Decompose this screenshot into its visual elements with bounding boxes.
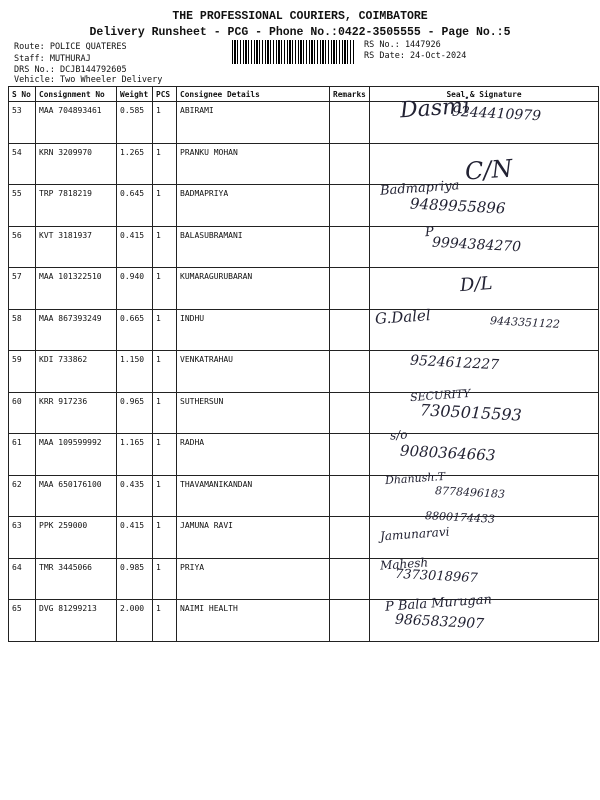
cell-consignment-no: KVT 3181937 <box>36 226 117 268</box>
handwritten-phone: 9489955896 <box>409 194 506 218</box>
table-row <box>9 351 599 393</box>
col-consignee: Consignee Details <box>177 87 330 102</box>
cell-pcs: 1 <box>153 475 177 517</box>
cell-consignee: NAIMI HEALTH <box>177 600 330 642</box>
handwritten-phone: 9865832907 <box>394 611 485 633</box>
runsheet-subtitle: Delivery Runsheet - PCG - Phone No.:0422-3505555 - Page No.:5 <box>89 26 511 39</box>
table-row <box>9 309 599 351</box>
cell-consignment-no: TMR 3445066 <box>36 558 117 600</box>
cell-pcs: 1 <box>153 268 177 310</box>
cell-sno: 62 <box>9 475 36 517</box>
cell-weight: 0.415 <box>117 517 153 559</box>
cell-pcs: 1 <box>153 143 177 185</box>
cell-pcs: 1 <box>153 102 177 144</box>
cell-consignee: ABIRAMI <box>177 102 330 144</box>
cell-remarks <box>330 517 370 559</box>
cell-sno: 60 <box>9 392 36 434</box>
cell-sno: 55 <box>9 185 36 227</box>
cell-consignee: SUTHERSUN <box>177 392 330 434</box>
handwritten-phone: 7305015593 <box>419 399 523 425</box>
cell-consignee: INDHU <box>177 309 330 351</box>
cell-signature <box>370 469 599 517</box>
handwritten-phone: 9994384270 <box>431 234 522 255</box>
cell-weight: 1.165 <box>117 434 153 476</box>
cell-weight: 0.665 <box>117 309 153 351</box>
cell-remarks <box>330 309 370 351</box>
cell-sno: 61 <box>9 434 36 476</box>
handwritten-signature: D/L <box>459 272 494 297</box>
cell-consignee: PRANKU MOHAN <box>177 143 330 185</box>
handwritten-signature: P Bala Murugan <box>384 592 493 615</box>
col-weight: Weight <box>117 87 153 102</box>
cell-remarks <box>330 600 370 642</box>
cell-consignment-no: TRP 7818219 <box>36 185 117 227</box>
cell-remarks <box>330 434 370 476</box>
cell-signature <box>370 305 599 351</box>
table-row <box>9 475 599 517</box>
cell-signature <box>370 351 599 393</box>
cell-consignment-no: MAA 101322510 <box>36 268 117 310</box>
cell-consignee: KUMARAGURUBARAN <box>177 268 330 310</box>
col-pcs: PCS <box>153 87 177 102</box>
handwritten-signature: SECURITY <box>409 386 471 404</box>
cell-remarks <box>330 475 370 517</box>
table-row <box>9 143 599 185</box>
cell-consignee: PRIYA <box>177 558 330 600</box>
cell-pcs: 1 <box>153 392 177 434</box>
cell-weight: 0.940 <box>117 268 153 310</box>
drs-number: DRS No.: DCJB144792605 <box>14 65 127 75</box>
cell-consignment-no: DVG 81299213 <box>36 600 117 642</box>
table-row <box>9 517 599 559</box>
table-row <box>9 392 599 434</box>
col-consignment: Consignment No <box>36 87 117 102</box>
cell-consignment-no: MAA 867393249 <box>36 309 117 351</box>
handwritten-phone: 8778496183 <box>434 483 506 501</box>
cell-consignee: VENKATRAHAU <box>177 351 330 393</box>
cell-remarks <box>330 143 370 185</box>
cell-consignee: THAVAMANIKANDAN <box>177 475 330 517</box>
cell-pcs: 1 <box>153 558 177 600</box>
cell-consignee: BADMAPRIYA <box>177 185 330 227</box>
col-signature: Seal & Signature <box>370 87 599 102</box>
delivery-table <box>8 86 599 642</box>
cell-weight: 0.985 <box>117 558 153 600</box>
handwritten-signature: Jamunaravi <box>379 524 450 544</box>
cell-pcs: 1 <box>153 226 177 268</box>
cell-remarks <box>330 102 370 144</box>
handwritten-signature: C/N <box>464 153 514 186</box>
cell-pcs: 1 <box>153 351 177 393</box>
cell-weight: 1.265 <box>117 143 153 185</box>
route-label: Route: POLICE QUATERES <box>14 42 127 52</box>
cell-weight: 1.150 <box>117 351 153 393</box>
staff-label: Staff: MUTHURAJ <box>14 54 91 64</box>
cell-consignment-no: MAA 704893461 <box>36 102 117 144</box>
rs-number: RS No.: 1447926 <box>364 40 441 50</box>
col-remarks: Remarks <box>330 87 370 102</box>
cell-consignment-no: KDI 733862 <box>36 351 117 393</box>
handwritten-phone: 7373018967 <box>394 566 479 586</box>
cell-sno: 59 <box>9 351 36 393</box>
cell-pcs: 1 <box>153 309 177 351</box>
cell-sno: 54 <box>9 143 36 185</box>
handwritten-signature: s/o <box>389 427 408 443</box>
cell-consignment-no: KRN 3209970 <box>36 143 117 185</box>
cell-remarks <box>330 268 370 310</box>
cell-consignee: RADHA <box>177 434 330 476</box>
cell-signature <box>370 268 599 310</box>
cell-signature <box>370 226 599 268</box>
cell-pcs: 1 <box>153 434 177 476</box>
table-row <box>9 226 599 268</box>
cell-signature <box>370 143 599 185</box>
handwritten-phone: 9244410979 <box>451 103 542 125</box>
cell-pcs: 1 <box>153 517 177 559</box>
vehicle-label: Vehicle: Two Wheeler Delivery <box>14 75 163 85</box>
barcode <box>232 40 354 64</box>
table-row <box>9 558 599 600</box>
cell-consignment-no: KRR 917236 <box>36 392 117 434</box>
cell-consignee: BALASUBRAMANI <box>177 226 330 268</box>
cell-consignment-no: MAA 650176100 <box>36 475 117 517</box>
cell-sno: 64 <box>9 558 36 600</box>
cell-remarks <box>330 226 370 268</box>
cell-sno: 53 <box>9 102 36 144</box>
cell-sno: 65 <box>9 600 36 642</box>
cell-remarks <box>330 351 370 393</box>
cell-remarks <box>330 392 370 434</box>
cell-pcs: 1 <box>153 185 177 227</box>
cell-weight: 0.965 <box>117 392 153 434</box>
cell-pcs: 1 <box>153 600 177 642</box>
table-row <box>9 434 599 476</box>
handwritten-signature: G.Dalel <box>374 305 432 328</box>
table-row <box>9 268 599 310</box>
cell-weight: 0.415 <box>117 226 153 268</box>
handwritten-signature: Dhanush.T <box>384 469 446 487</box>
table-header-row <box>9 87 599 102</box>
rs-date: RS Date: 24-Oct-2024 <box>364 51 467 61</box>
handwritten-signature: P <box>424 224 435 240</box>
cell-consignment-no: MAA 109599992 <box>36 434 117 476</box>
cell-signature <box>370 178 599 227</box>
company-title: THE PROFESSIONAL COURIERS, COIMBATORE <box>172 10 428 23</box>
cell-remarks <box>330 558 370 600</box>
cell-sno: 63 <box>9 517 36 559</box>
handwritten-phone: 9443351122 <box>489 313 561 331</box>
cell-weight: 0.585 <box>117 102 153 144</box>
handwritten-signature: Mahesh <box>379 554 429 573</box>
cell-weight: 2.000 <box>117 600 153 642</box>
cell-consignee: JAMUNA RAVI <box>177 517 330 559</box>
table-row <box>9 600 599 642</box>
cell-remarks <box>330 185 370 227</box>
cell-sno: 56 <box>9 226 36 268</box>
cell-signature <box>370 592 599 642</box>
table-row <box>9 185 599 227</box>
handwritten-phone: 8800174433 <box>424 509 496 526</box>
handwritten-phone: 9080364663 <box>399 441 496 465</box>
cell-sno: 58 <box>9 309 36 351</box>
cell-weight: 0.435 <box>117 475 153 517</box>
handwritten-phone: 9524612227 <box>409 352 500 374</box>
cell-signature <box>370 509 599 559</box>
cell-signature <box>370 427 599 476</box>
handwritten-signature: Badmapriya <box>379 178 460 199</box>
cell-sno: 57 <box>9 268 36 310</box>
cell-weight: 0.645 <box>117 185 153 227</box>
table-row <box>9 102 599 144</box>
col-sno: S No <box>9 87 36 102</box>
handwritten-signature: Dasmi <box>399 93 471 124</box>
cell-consignment-no: PPK 259000 <box>36 517 117 559</box>
